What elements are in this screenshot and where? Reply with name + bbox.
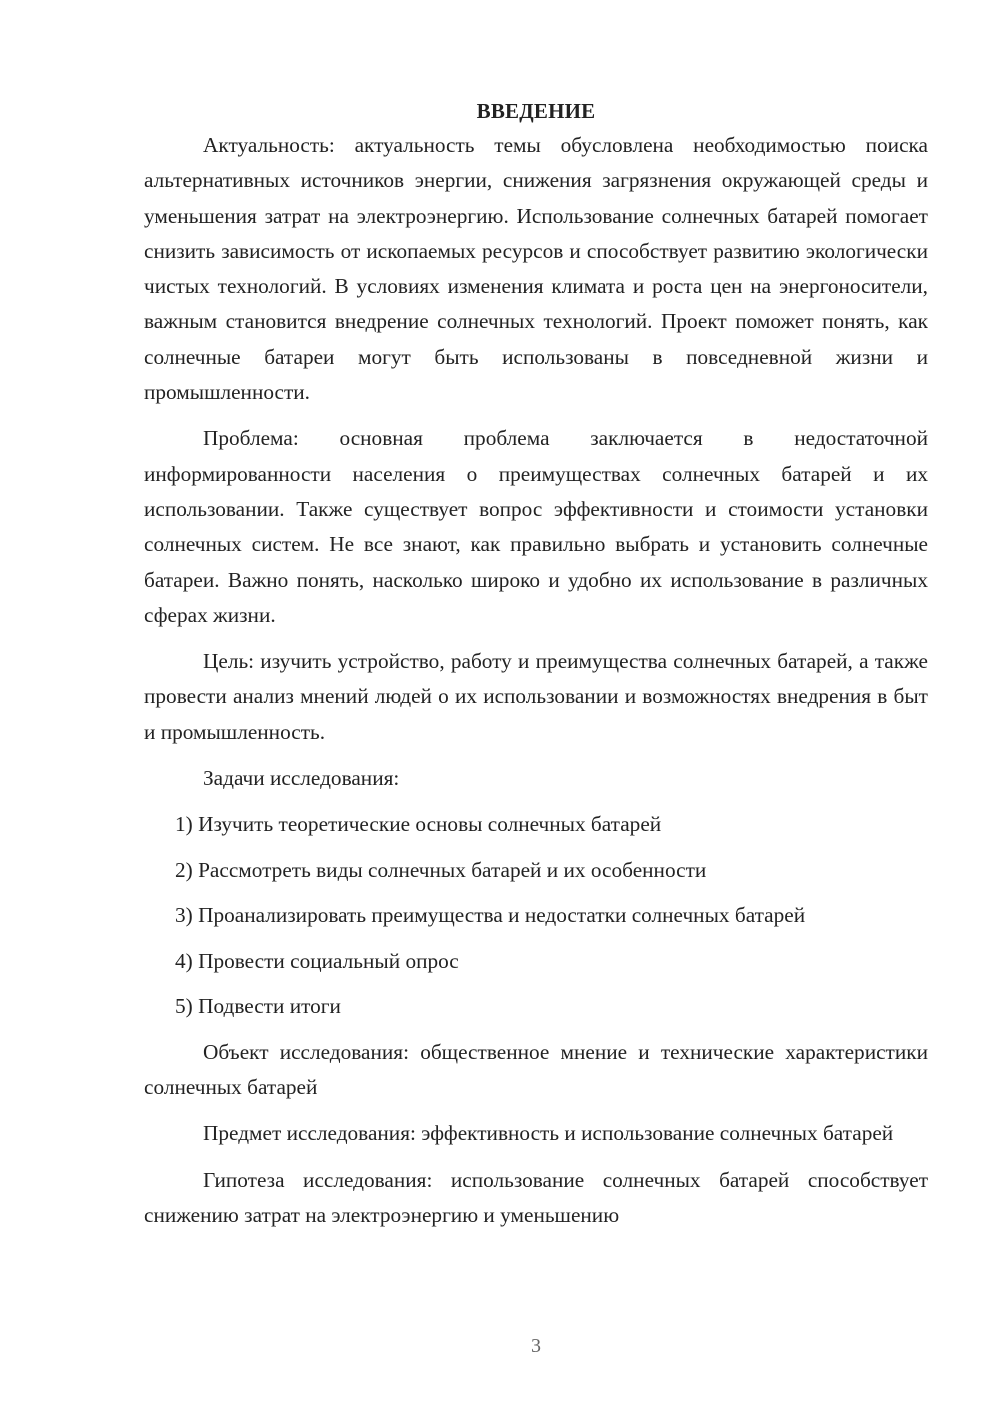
object-paragraph: Объект исследования: общественное мнение и технические характеристики солнечных батарей [144,1039,928,1100]
tasks-title: Задачи исследования: [203,766,400,791]
section-heading: ВВЕДЕНИЕ [476,99,596,123]
list-item: 4) Провести социальный опрос [175,948,459,973]
problem-paragraph: Проблема: основная проблема заключается в недостаточной информированности населения о преимуществах солнечных батарей и их использовании. Также существует вопрос эффективности и стоимости установки солнечных систем. Не все знают, как правильно выбрать и установить солнечные батареи. Важно понять, насколько широко и удобно их использование в различных сферах жизни. [144,426,928,627]
list-item: 2) Рассмотреть виды солнечных батарей и их особенности [175,857,707,882]
list-item: 1) Изучить теоретические основы солнечных батарей [175,812,662,837]
subject-paragraph: Предмет исследования: эффективность и использование солнечных батарей [203,1121,894,1146]
page-number: 3 [531,1335,541,1357]
tasks-list [144,807,928,1024]
hypothesis-paragraph: Гипотеза исследования: использование солнечных батарей способствует снижению затрат на электроэнергию и уменьшению [144,1167,928,1227]
list-item: 5) Подвести итоги [175,994,341,1019]
page-content [144,94,928,1244]
relevance-paragraph: Актуальность: актуальность темы обусловлена необходимостью поиска альтернативных источников энергии, снижения загрязнения окружающей среды и уменьшения затрат на электроэнергию. Использование солнечных батарей помогает снизить зависимость от ископаемых ресурсов и способствует развитию экологически чистых технологий. В условиях изменения климата и роста цен на энергоносители, важным становится внедрение солнечных технологий. Проект поможет понять, как солнечные батареи могут быть использованы в повседневной жизни и промышленности. [144,133,928,405]
list-item: 3) Проанализировать преимущества и недостатки солнечных батарей [175,903,806,928]
goal-paragraph: Цель: изучить устройство, работу и преимущества солнечных батарей, а также провести анализ мнений людей о их использовании и возможностях внедрения в быт и промышленность. [144,649,928,744]
